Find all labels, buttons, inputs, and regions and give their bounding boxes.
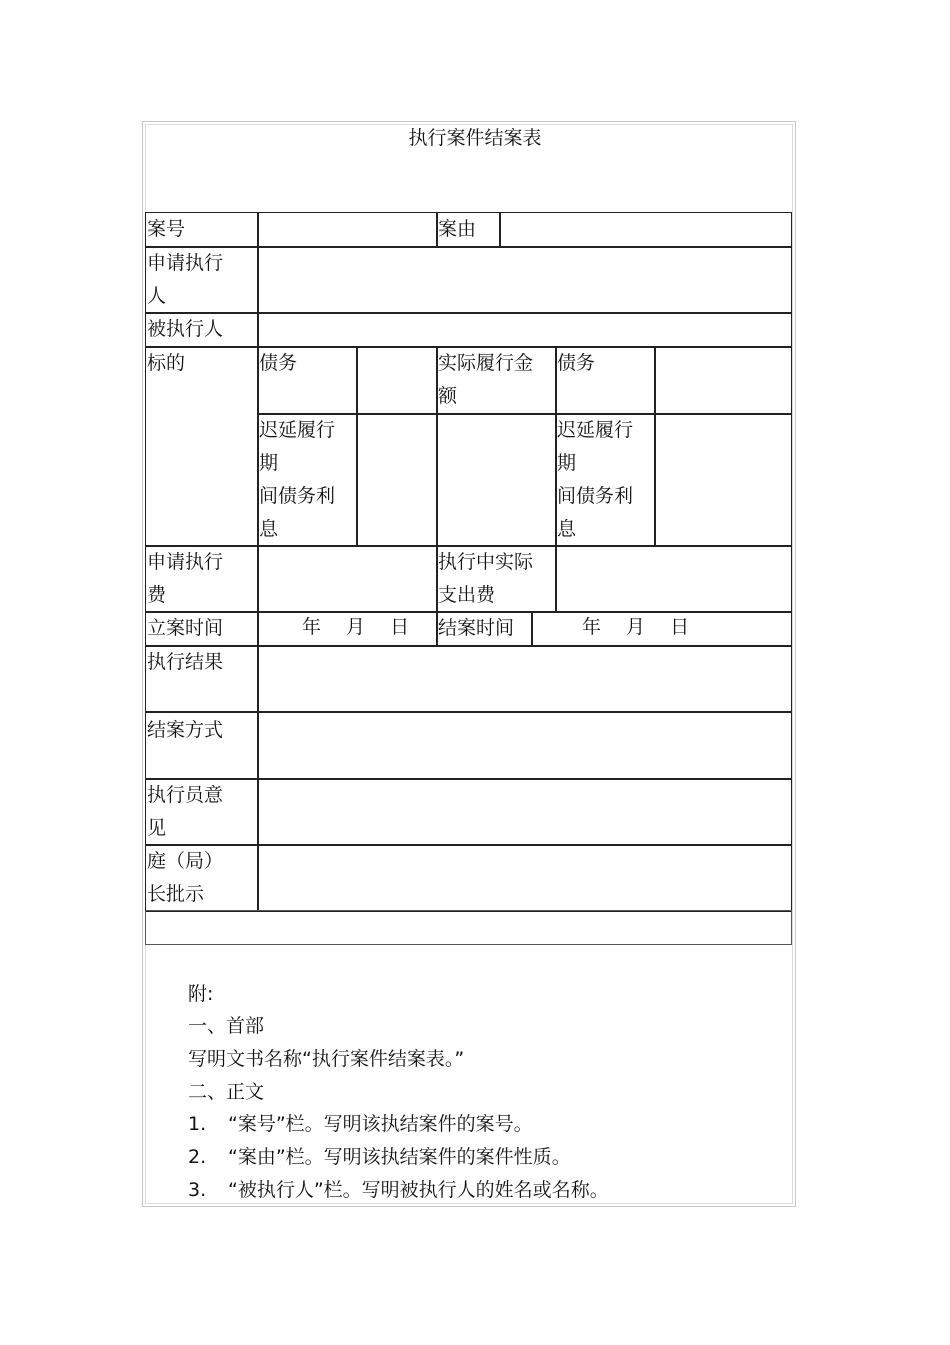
closing-time-label: 结案时间 (436, 611, 533, 647)
executor-opinion-label-text: 执行员意见 (147, 784, 224, 839)
case-no-field[interactable] (257, 212, 438, 248)
case-cause-field[interactable] (499, 212, 792, 248)
filing-time-label: 立案时间 (145, 611, 259, 647)
respondent-label: 被执行人 (145, 312, 259, 348)
applicant-label (145, 246, 259, 314)
appendix-item-text: “被执行人”栏。写明被执行人的姓名或名称。 (228, 1179, 609, 1201)
delay-interest-label-2-text: 迟延履行期 间债务利息 (557, 419, 634, 540)
appendix-item (188, 1178, 609, 1202)
appendix-section-1: 一、首部 (188, 1015, 265, 1037)
closing-method-field[interactable] (257, 711, 792, 780)
actual-expense-label (436, 545, 557, 613)
delay-interest-label-2 (555, 413, 656, 547)
application-fee-field[interactable] (257, 545, 438, 613)
executor-opinion-field[interactable] (257, 778, 792, 846)
appendix-item-number: 1. (188, 1113, 207, 1135)
appendix-section-1-text: 写明文书名称“执行案件结案表。” (188, 1048, 465, 1070)
delay-interest-field-2[interactable] (654, 413, 792, 547)
chief-approval-field[interactable] (257, 844, 792, 912)
result-field[interactable] (257, 645, 792, 713)
appendix-item (188, 1112, 533, 1136)
actual-expense-label-text: 执行中实际支出费 (438, 551, 534, 606)
result-label: 执行结果 (145, 645, 259, 713)
blank-cell[interactable] (436, 413, 557, 547)
application-fee-label (145, 545, 259, 613)
debt-label: 债务 (257, 346, 358, 415)
case-cause-label: 案由 (436, 212, 501, 248)
appendix-section-2: 二、正文 (188, 1081, 265, 1103)
delay-interest-label (257, 413, 358, 547)
filing-date-placeholder: 年 月 日 (302, 616, 410, 638)
actual-expense-field[interactable] (555, 545, 792, 613)
case-no-label: 案号 (145, 212, 259, 248)
appendix-item (188, 1145, 571, 1169)
debt-field[interactable] (356, 346, 438, 415)
applicant-field[interactable] (257, 246, 792, 314)
closing-method-label: 结案方式 (145, 711, 259, 780)
page-title: 执行案件结案表 (408, 127, 542, 149)
executor-opinion-label (145, 778, 259, 846)
respondent-field[interactable] (257, 312, 792, 348)
appendix-item-number: 2. (188, 1146, 207, 1168)
closing-date-placeholder: 年 月 日 (582, 616, 690, 638)
chief-approval-label (145, 844, 259, 912)
subject-label: 标的 (145, 346, 259, 547)
delay-interest-field[interactable] (356, 413, 438, 547)
actual-performed-label-text: 实际履行金额 (438, 352, 534, 407)
appendix-item-text: “案由”栏。写明该执结案件的案件性质。 (228, 1146, 571, 1168)
appendix-heading: 附: (188, 983, 214, 1005)
delay-interest-label-text: 迟延履行期 间债务利息 (259, 419, 336, 540)
actual-performed-label (436, 346, 557, 415)
debt-field-2[interactable] (654, 346, 792, 415)
applicant-label-text: 申请执行人 (147, 252, 224, 307)
blank-row (145, 910, 792, 945)
chief-approval-label-text: 庭（局）长批示 (147, 850, 224, 905)
appendix-item-number: 3. (188, 1179, 207, 1201)
debt-label-2: 债务 (555, 346, 656, 415)
appendix-item-text: “案号”栏。写明该执结案件的案号。 (228, 1113, 533, 1135)
application-fee-label-text: 申请执行费 (147, 551, 224, 606)
